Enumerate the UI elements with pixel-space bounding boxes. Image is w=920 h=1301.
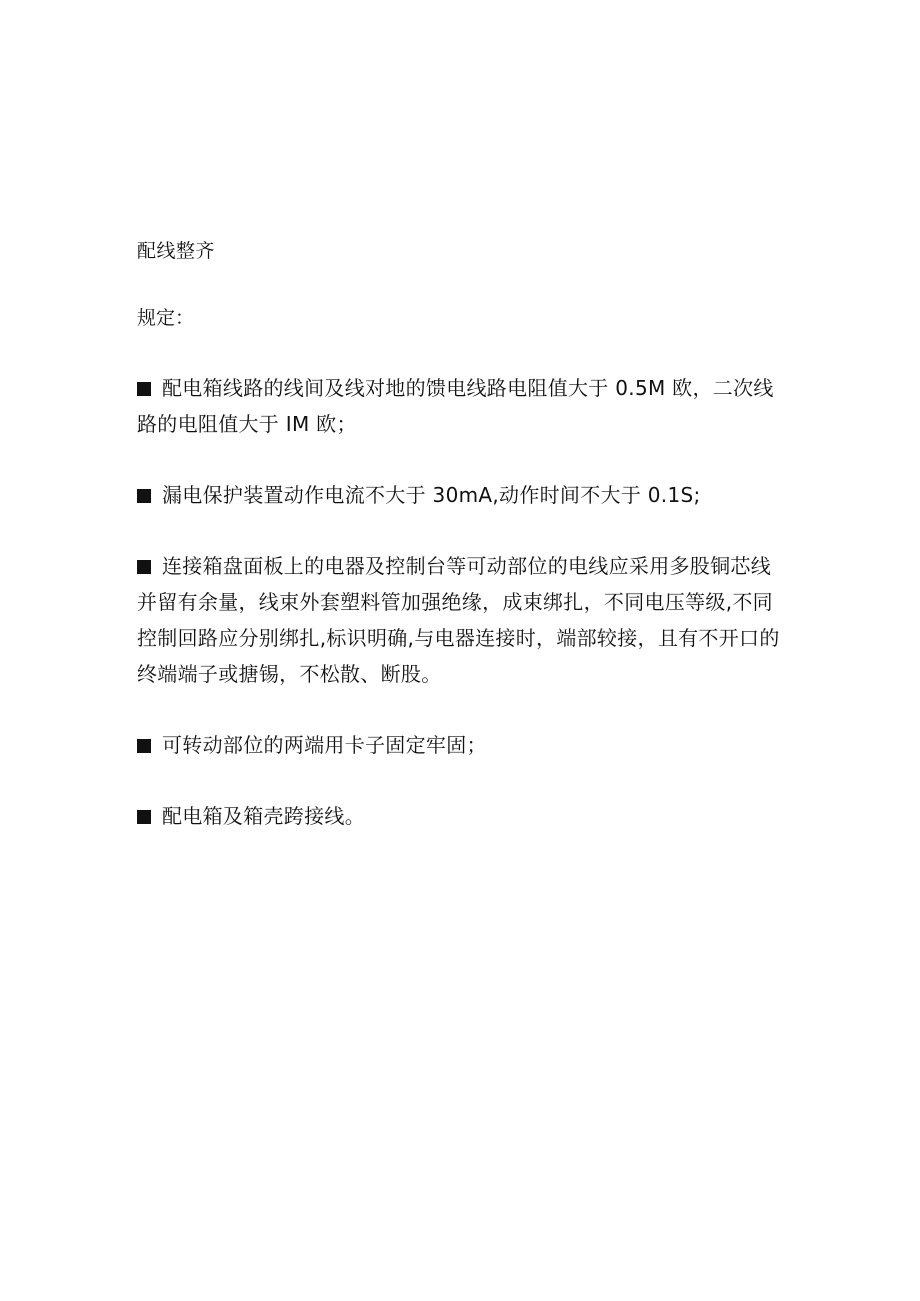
requirements-label: 规定：: [137, 307, 195, 329]
list-item-text: 配电箱及箱壳跨接线。: [162, 804, 365, 828]
list-item: [137, 727, 787, 763]
square-bullet-icon: [137, 810, 151, 824]
list-item: [137, 548, 787, 692]
list-item: [137, 370, 787, 442]
section-heading: 配线整齐: [137, 240, 216, 262]
document-content: [137, 236, 787, 869]
list-item-text: 配电箱线路的线间及线对地的馈电线路电阻值大于 0.5M 欧，二次线路的电阻值大于 IM 欧；: [137, 376, 774, 436]
square-bullet-icon: [137, 739, 151, 753]
list-item-text: 可转动部位的两端用卡子固定牢固；: [162, 733, 487, 757]
square-bullet-icon: [137, 560, 151, 574]
list-item-text: 连接箱盘面板上的电器及控制台等可动部位的电线应采用多股铜芯线并留有余量，线束外套塑料管加强绝缘，成束绑扎，不同电压等级,不同控制回路应分别绑扎,标识明确,与电器连接时，端部较接，且有不开口的终端端子或搪锡，不松散、断股。: [137, 554, 780, 686]
list-item: [137, 477, 787, 513]
list-item-text: 漏电保护装置动作电流不大于 30mA,动作时间不大于 0.1S;: [162, 483, 701, 507]
square-bullet-icon: [137, 382, 151, 396]
list-item: [137, 798, 787, 834]
square-bullet-icon: [137, 489, 151, 503]
